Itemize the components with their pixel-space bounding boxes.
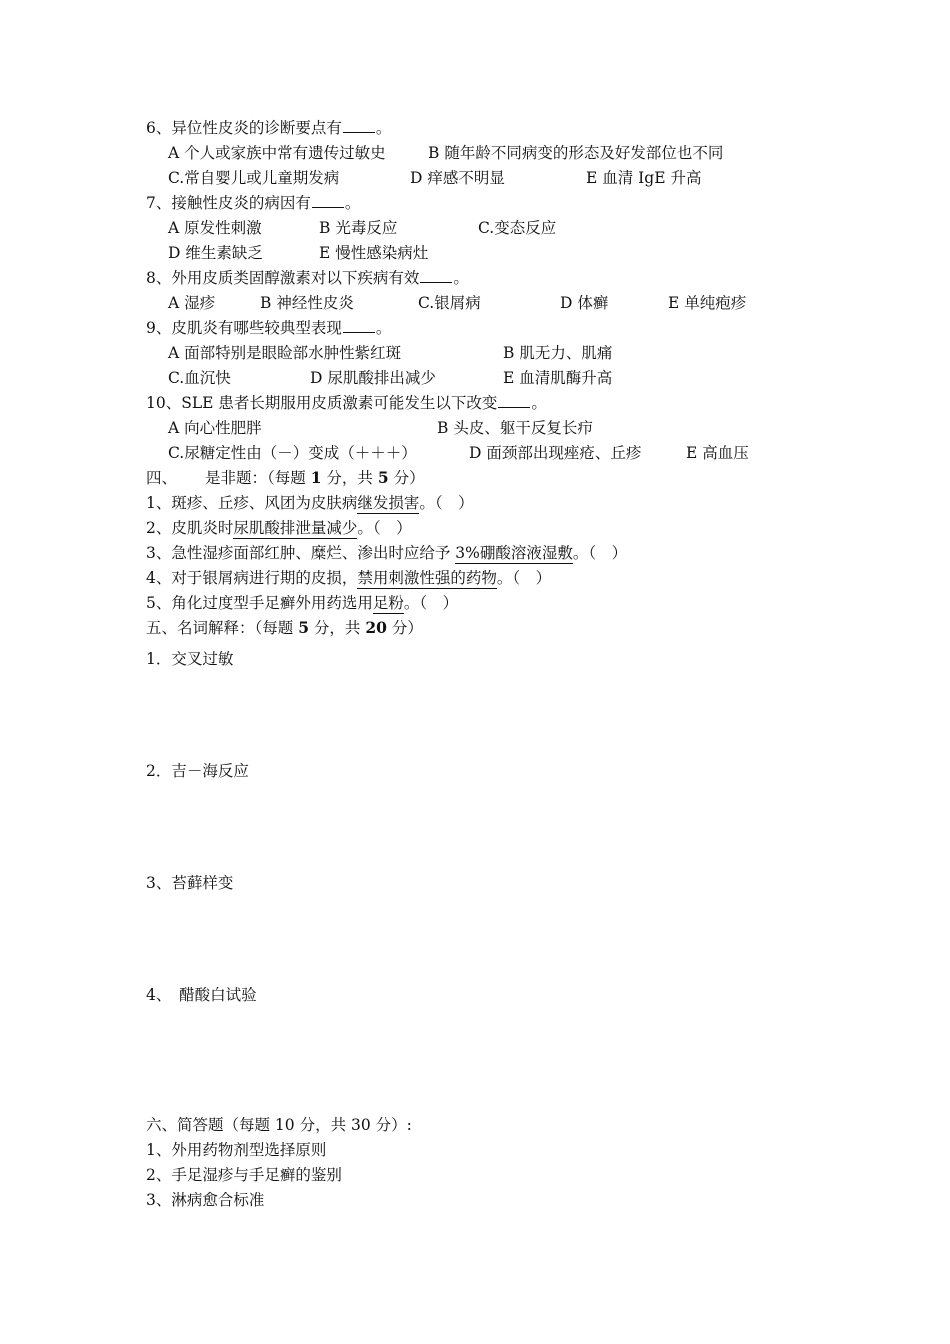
option-c: C.尿糖定性由（－）变成（＋＋＋） bbox=[168, 444, 417, 462]
question-8 bbox=[146, 268, 469, 288]
tf-item-4 bbox=[146, 568, 551, 588]
tf-text: 2、皮肌炎时 bbox=[146, 519, 234, 537]
heading-text: 分，共 bbox=[321, 469, 378, 487]
points-total: 20 bbox=[365, 618, 387, 637]
section-heading-true-false bbox=[146, 468, 425, 488]
option-c: C.变态反应 bbox=[478, 219, 557, 237]
tf-answer-paren: 。（ ） bbox=[496, 569, 552, 587]
stem-end: 。 bbox=[453, 269, 469, 287]
option-a: A 湿疹 bbox=[168, 294, 216, 312]
stem-end: 。 bbox=[531, 394, 547, 412]
term-item-2: 2．吉－海反应 bbox=[146, 762, 249, 780]
heading-text: 分） bbox=[386, 619, 423, 637]
tf-text: 3、急性湿疹面部红肿、糜烂、渗出时应给予 bbox=[146, 544, 456, 562]
tf-text: 4、对于银屑病进行期的皮损， bbox=[146, 569, 358, 587]
option-d: D 维生素缺乏 bbox=[168, 244, 263, 262]
tf-item-3 bbox=[146, 543, 627, 563]
tf-answer-paren: 。（ ） bbox=[572, 544, 628, 562]
term-item-4: 4、 醋酸白试验 bbox=[146, 986, 257, 1004]
term-item-1: 1．交叉过敏 bbox=[146, 650, 234, 668]
answer-blank bbox=[420, 268, 452, 283]
option-b: B 肌无力、肌痛 bbox=[503, 344, 613, 362]
question-stem: 8、外用皮质类固醇激素对以下疾病有效 bbox=[146, 269, 420, 287]
option-d: D 体癣 bbox=[560, 294, 609, 312]
option-b: B 随年龄不同病变的形态及好发部位也不同 bbox=[428, 144, 724, 162]
term-item-3: 3、苔藓样变 bbox=[146, 874, 234, 892]
question-stem: 10、SLE 患者长期服用皮质激素可能发生以下改变 bbox=[146, 394, 498, 412]
tf-answer-paren: 。（ ） bbox=[403, 594, 459, 612]
option-e: E 血清肌酶升高 bbox=[503, 369, 613, 387]
option-d: D 尿肌酸排出减少 bbox=[310, 369, 436, 387]
answer-blank bbox=[312, 193, 344, 208]
option-e: E 单纯疱疹 bbox=[668, 294, 747, 312]
section-number: 四、 bbox=[146, 469, 178, 487]
tf-underlined-term: 尿肌酸排泄量减少 bbox=[233, 519, 358, 537]
short-item-1: 1、外用药物剂型选择原则 bbox=[146, 1141, 327, 1159]
tf-underlined-term: 足粉 bbox=[372, 594, 404, 612]
tf-item-1 bbox=[146, 493, 474, 513]
stem-end: 。 bbox=[344, 194, 361, 212]
heading-text: 五、名词解释：（每题 bbox=[146, 619, 299, 637]
short-item-3: 3、淋病愈合标准 bbox=[146, 1191, 265, 1209]
tf-text: 5、角化过度型手足癣外用药选用 bbox=[146, 594, 373, 612]
tf-underlined-term: 继发损害 bbox=[357, 494, 420, 512]
answer-blank bbox=[343, 318, 375, 333]
section-heading-short-answer: 六、简答题（每题 10 分，共 30 分）: bbox=[146, 1116, 412, 1134]
option-e: E 慢性感染病灶 bbox=[319, 244, 429, 262]
tf-answer-paren: 。（ ） bbox=[419, 494, 474, 512]
option-c: C.银屑病 bbox=[418, 294, 481, 312]
section-heading-terms bbox=[146, 618, 423, 638]
tf-text: 1、斑疹、丘疹、风团为皮肤病 bbox=[146, 494, 358, 512]
option-e: E 高血压 bbox=[686, 444, 749, 462]
tf-item-5 bbox=[146, 593, 458, 613]
tf-answer-paren: 。（ ） bbox=[357, 519, 412, 537]
option-b: B 头皮、躯干反复长疖 bbox=[437, 419, 593, 437]
heading-text: 分，共 bbox=[308, 619, 366, 637]
heading-text: 分） bbox=[388, 469, 425, 487]
option-b: B 光毒反应 bbox=[319, 219, 398, 237]
option-e: E 血清 IgE 升高 bbox=[586, 169, 702, 187]
question-7 bbox=[146, 193, 360, 213]
points-each: 5 bbox=[298, 618, 309, 637]
question-stem: 6、异位性皮炎的诊断要点有 bbox=[146, 119, 342, 137]
tf-underlined-term: 禁用刺激性强的药物 bbox=[357, 569, 497, 587]
stem-end: 。 bbox=[375, 119, 392, 137]
question-10 bbox=[146, 393, 547, 413]
option-b: B 神经性皮炎 bbox=[260, 294, 354, 312]
question-stem: 9、皮肌炎有哪些较典型表现 bbox=[146, 319, 342, 337]
option-c: C.常自婴儿或儿童期发病 bbox=[168, 169, 340, 187]
points-total: 5 bbox=[377, 468, 389, 487]
answer-blank bbox=[498, 393, 530, 408]
short-item-2: 2、手足湿疹与手足癣的鉴别 bbox=[146, 1166, 342, 1184]
question-stem: 7、接触性皮炎的病因有 bbox=[146, 194, 311, 212]
question-6 bbox=[146, 118, 391, 138]
option-d: D 面颈部出现痤疮、丘疹 bbox=[469, 444, 642, 462]
tf-item-2 bbox=[146, 518, 412, 538]
answer-blank bbox=[343, 118, 375, 133]
stem-end: 。 bbox=[375, 319, 392, 337]
heading-text: 是非题：（每题 bbox=[205, 469, 311, 487]
option-a: A 面部特别是眼睑部水肿性紫红斑 bbox=[168, 344, 402, 362]
tf-underlined-term: 3%硼酸溶液湿敷 bbox=[455, 544, 573, 562]
option-a: A 个人或家族中常有遗传过敏史 bbox=[168, 144, 386, 162]
question-9 bbox=[146, 318, 391, 338]
option-c: C.血沉快 bbox=[168, 369, 231, 387]
option-d: D 痒感不明显 bbox=[410, 169, 505, 187]
points-each: 1 bbox=[310, 468, 322, 487]
option-a: A 原发性刺激 bbox=[168, 219, 262, 237]
option-a: A 向心性肥胖 bbox=[168, 419, 262, 437]
